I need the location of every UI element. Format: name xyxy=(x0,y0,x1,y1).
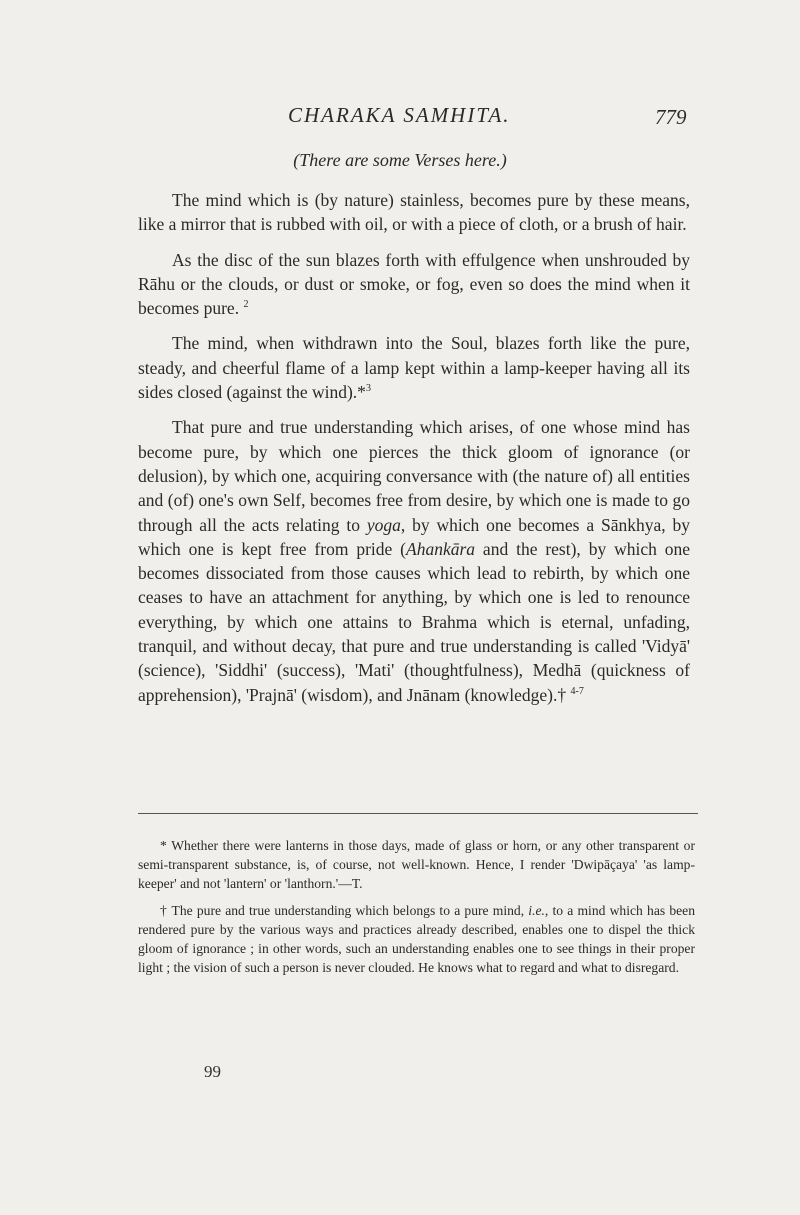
main-text xyxy=(138,188,690,707)
footnote-understanding: † The pure and true understanding which belongs to a pure mind, i.e., to a mind which has been rendered pure by the various ways and practices already described, enables one to dispel the thick gloom of ignorance ; in other words, such an understanding enables one to see things in their proper light ; the vision of such a person is never clouded. He knows what to regard and what to disregard. xyxy=(138,903,695,975)
paragraph-understanding: That pure and true understanding which arises, of one whose mind has become pure, by which one pierces the thick gloom of ignorance (or delusion), by which one, acquiring conversance with (the nature of) all entities and (of) one's own Self, becomes free from desire, by which one is made to go through all the acts relating to yoga, by which one becomes a Sānkhya, by which one is kept free from pride (Ahankāra and the rest), by which one becomes dissociated from those causes which lead to rebirth, by which one ceases to have an attachment for anything, by which one is led to renounce everything, by which one attains to Brahma which is eternal, unfading, tranquil, and without decay, that pure and true understanding is called 'Vidyā' (science), 'Siddhi' (success), 'Mati' (thoughtfulness), Medhā (quickness of apprehension), 'Prajnā' (wisdom), and Jnānam (knowledge).† $^{4-7}$ xyxy=(138,417,691,705)
term-yoga: yoga xyxy=(366,514,401,535)
verses-note: (There are some Verses here.) xyxy=(293,150,507,170)
running-title: CHARAKA SAMHITA. xyxy=(288,103,511,127)
verse-reference: 2 xyxy=(243,299,249,311)
paragraph-lamp-flame: The mind, when withdrawn into the Soul, blazes forth like the pure, steady, and cheerful flame of a lamp kept within a lamp-keeper having all its sides closed (against the wind).*$^3$ xyxy=(138,333,690,403)
term-ahankara: Ahankāra xyxy=(406,538,476,559)
footnote-divider xyxy=(138,813,698,814)
verse-reference: 3 xyxy=(365,383,371,395)
verse-reference: 4-7 xyxy=(570,685,584,697)
term-ie: i.e. xyxy=(528,903,545,918)
page-number: 779 xyxy=(655,105,687,129)
paragraph-mirror: The mind which is (by nature) stainless, becomes pure by these means, like a mirror that is rubbed with oil, or with a piece of cloth, or a brush of hair. xyxy=(138,190,690,235)
running-head xyxy=(0,103,800,133)
signature-folio: 99 xyxy=(204,1062,221,1081)
footnote-lantern: * Whether there were lanterns in those days, made of glass or horn, or any other transparent or semi-transparent substance, is, of course, not well-known. Hence, I render 'Dwipāçaya' 'as lamp-keeper' and not 'lantern' or 'lanthorn.'—T. xyxy=(138,838,695,891)
paragraph-sun-disc: As the disc of the sun blazes forth with effulgence when unshrouded by Rāhu or the clouds, or dust or smoke, or fog, even so does the mind when it becomes pure. $^2$ xyxy=(138,249,690,319)
footnotes xyxy=(138,836,695,985)
